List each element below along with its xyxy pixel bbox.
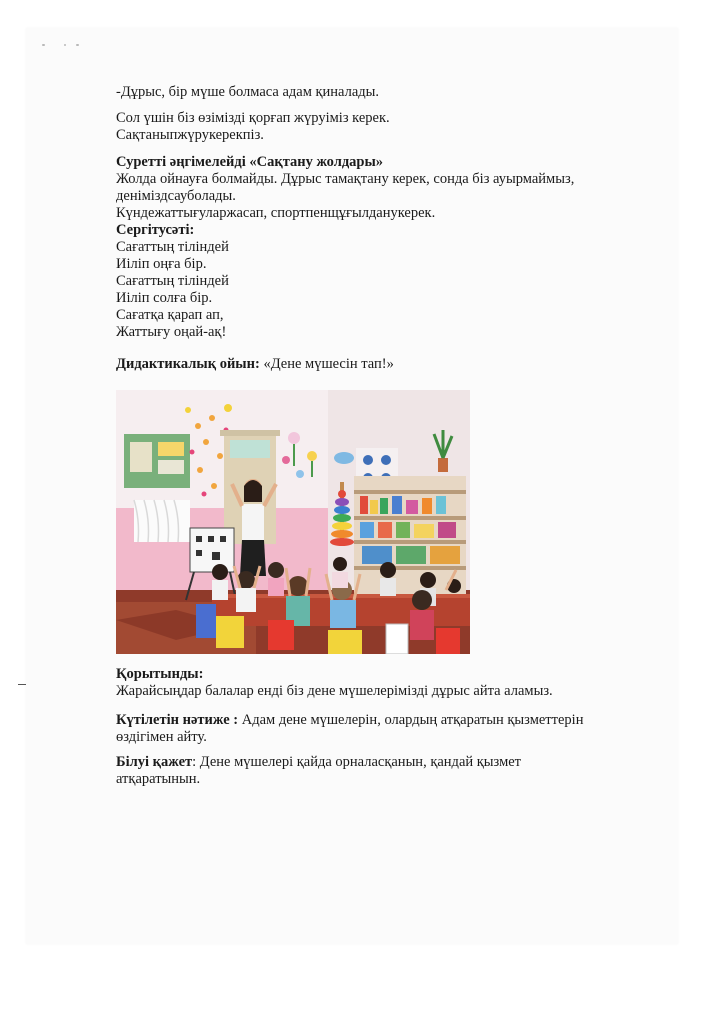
expected-label: Күтілетін нәтиже : — [116, 712, 239, 728]
story-section — [116, 154, 636, 341]
exercise-line-5: Сағатқа қарап ап, — [116, 307, 224, 323]
conclusion-heading: Қорытынды: — [116, 666, 204, 682]
exercise-heading: Сергітусәті: — [116, 222, 195, 238]
exercise-line-6: Жаттығу оңай-ақ! — [116, 324, 227, 340]
exercise-line-1: Сағаттың тіліндей — [116, 239, 229, 255]
conclusion-section — [116, 666, 636, 700]
paragraph-intro: -Дұрыс, бір мүше болмаса адам қиналады. — [116, 84, 380, 100]
exercise-line-3: Сағаттың тіліндей — [116, 273, 229, 289]
scan-speck — [76, 44, 79, 46]
expected-line-2: өздігімен айту. — [116, 729, 207, 745]
protection-line-1: Сол үшін біз өзімізді қорғап жүруіміз керек. — [116, 110, 390, 126]
know-line-2: атқаратынын. — [116, 771, 201, 787]
need-to-know — [116, 754, 636, 788]
expected-result — [116, 712, 636, 746]
story-line-2: деніміздсауболады. — [116, 188, 236, 204]
protection-line-2: Сақтаныпжүрукерекпіз. — [116, 127, 264, 143]
scan-speck — [64, 44, 66, 46]
game-value: «Дене мүшесін тап!» — [259, 356, 394, 372]
expected-line-1: Адам дене мүшелерін, олардың атқаратын қызметтерін — [238, 712, 584, 728]
scan-speck — [42, 44, 45, 46]
know-label: Білуі қажет — [116, 754, 193, 770]
exercise-line-4: Иіліп солға бір. — [116, 290, 213, 306]
margin-mark — [18, 684, 26, 685]
story-line-1: Жолда ойнауға болмайды. Дұрыс тамақтану керек, сонда біз ауырмаймыз, — [116, 171, 575, 187]
story-line-3: Күндежаттығуларжасап, спортпенщұғылданукерек. — [116, 205, 436, 221]
conclusion-text: Жарайсыңдар балалар енді біз дене мүшелерімізді дұрыс айта аламыз. — [116, 683, 553, 699]
game-label: Дидактикалық ойын: — [116, 356, 260, 372]
story-heading: Суретті әңгімелейді «Сақтану жолдары» — [116, 154, 384, 170]
paragraph-protection — [116, 110, 636, 144]
know-line-1: : Дене мүшелері қайда орналасқанын, қандай қызмет — [192, 754, 522, 770]
exercise-line-2: Иіліп оңға бір. — [116, 256, 207, 272]
classroom-photo — [116, 390, 470, 654]
didactic-game — [116, 356, 636, 373]
